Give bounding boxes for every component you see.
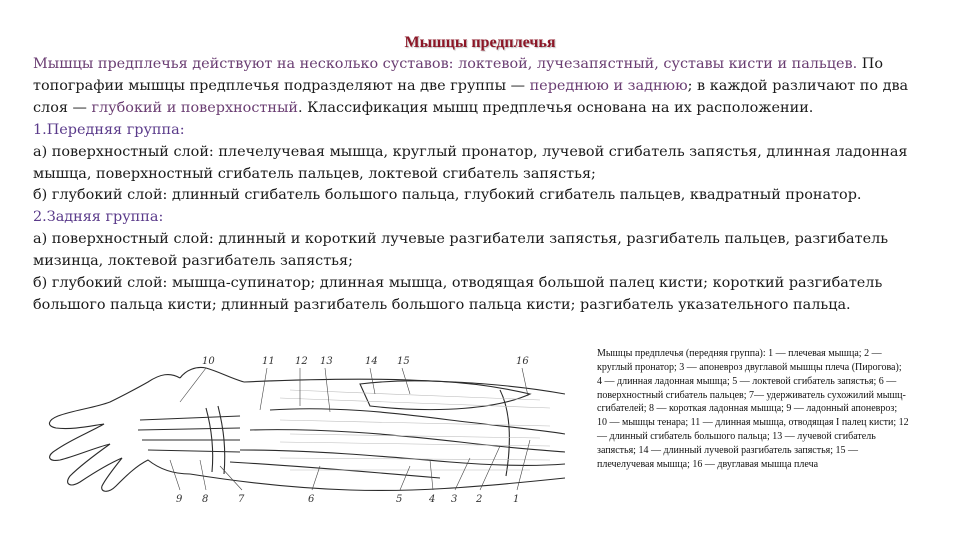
intro-paragraph	[33, 54, 928, 120]
label-7: 7	[238, 494, 245, 505]
page-title: Мышцы предплечья	[404, 34, 556, 51]
label-16: 16	[516, 356, 529, 367]
tendon-2	[138, 428, 240, 430]
intro-text-3: . Классификация мышц предплечья основана на их расположении.	[298, 99, 814, 116]
caption-text: Мышцы предплечья (передняя группа): 1 — плечевая мышца; 2 — круглый пронатор; 3 — апоневроз двуглавой мышцы плеча (Пирогова); 4 — длинная ладонная мышца; 5 — локтевой сгибатель запястья; 6 — поверхностный сгибатель пальцев; 7— удерживатель сухожилий мышц-сгибателей; 8 — короткая ладонная мышца; 9 — ладонный апоневроз; 10 — мышцы тенара; 11 — длинная мышца, отводящая I палец кисти; 12 — длинный сгибатель большого пальца; 13 — лучевой сгибатель запястья; 14 — длинный лучевой разгибатель запястья; 15 — плечелучевая мышца; 16 — двуглавая мышца плеча	[597, 348, 909, 470]
label-6: 6	[308, 494, 315, 505]
posterior-group-heading: 2.Задняя группа:	[33, 209, 164, 226]
label-1: 1	[513, 494, 520, 505]
tendon-4	[148, 450, 240, 452]
label-14: 14	[365, 356, 378, 367]
label-10: 10	[202, 356, 215, 367]
label-4: 4	[429, 494, 436, 505]
label-11: 11	[262, 356, 275, 367]
posterior-superficial-layer: а) поверхностный слой: длинный и короткий лучевые разгибатели запястья, разгибатель пальцев, разгибатель мизинца, локтевой разгибатель запястья;	[33, 231, 889, 270]
thumb-outline	[180, 367, 244, 382]
figure-caption	[597, 347, 909, 472]
intro-highlight-layers: глубокий и поверхностный	[91, 99, 298, 116]
forearm-drawing	[30, 350, 565, 530]
forearm-lower-edge	[190, 474, 565, 491]
main-text	[33, 54, 928, 317]
label-2: 2	[476, 494, 483, 505]
intro-lead: Мышцы предплечья действуют на несколько суставов: локтевой, лучезапястный, суставы кисти и пальцев.	[33, 56, 858, 72]
hand-outline	[49, 375, 190, 492]
forearm-upper-edge	[244, 379, 565, 394]
label-3: 3	[451, 494, 458, 505]
label-5: 5	[396, 494, 403, 505]
intro-highlight-groups: переднюю и заднюю	[529, 77, 688, 94]
muscle-line-2	[250, 430, 565, 452]
label-8: 8	[202, 494, 209, 505]
anterior-deep-layer: б) глубокий слой: длинный сгибатель большого пальца, глубокий сгибатель пальцев, квадратный пронатор.	[33, 187, 862, 204]
label-13: 13	[320, 356, 333, 367]
intro-text-1: По топографии мышцы предплечья подразделяют на две группы —	[33, 56, 884, 94]
posterior-deep-layer: б) глубокий слой: мышца-супинатор; длинная мышца, отводящая большой палец кисти; короткий разгибатель большого пальца кисти; длинный разгибатель большого пальца кисти; разгибатель указательного пальца.	[33, 275, 883, 313]
intro-text-2: ; в каждой различают по два слоя —	[33, 77, 909, 116]
anterior-superficial-layer: а) поверхностный слой: плечелучевая мышца, круглый пронатор, лучевой сгибатель запястья, длинная ладонная мышца, поверхностный сгибатель пальцев, локтевой сгибатель запястья;	[33, 143, 908, 182]
forearm-muscles-illustration	[30, 350, 565, 530]
muscle-line-3	[240, 450, 565, 465]
tendon-1	[140, 416, 240, 420]
label-15: 15	[397, 356, 410, 367]
label-12: 12	[295, 356, 308, 367]
anterior-group-heading: 1.Передняя группа:	[33, 121, 185, 138]
label-9: 9	[176, 494, 183, 505]
